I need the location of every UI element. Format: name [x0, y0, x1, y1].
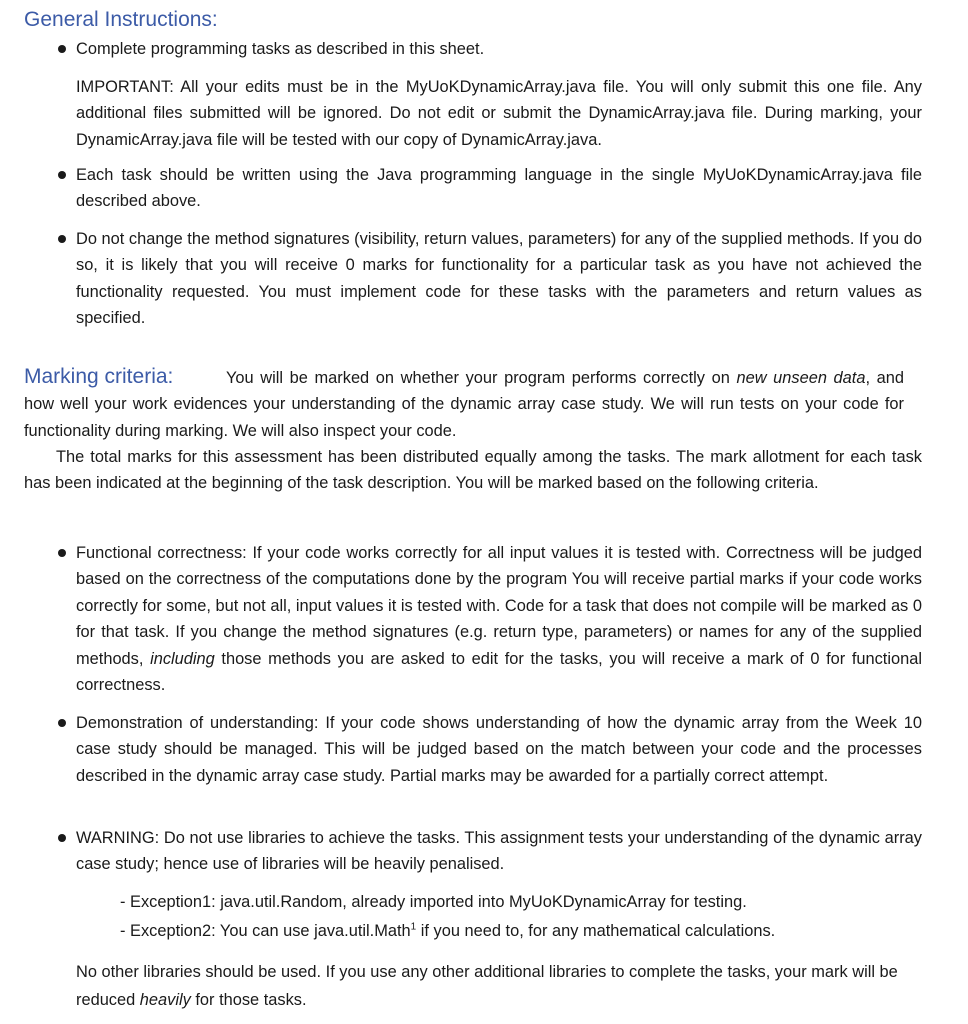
marking-distribution: The total marks for this assessment has been distributed equally among the tasks. The mark allotment for each task has been indicated at the beginning of the task description. You will be marked based on the following criteria.	[24, 448, 922, 493]
bullet-dot	[58, 834, 66, 842]
marking-criteria-heading: Marking criteria:	[24, 365, 174, 388]
bullet-java-single-file: Each task should be written using the Java programming language in the single MyUoKDynamicArray.java file described above.	[76, 166, 922, 211]
bullet-dot	[58, 235, 66, 243]
marking-intro-emphasis: new unseen data	[736, 369, 866, 387]
functional-text-b: those methods you are asked to edit for the tasks, you will receive a mark of 0 for functional correctness.	[76, 649, 922, 695]
marking-intro-text-b: , and how well your work evidences your understanding of the dynamic array case study. We will run tests on your code for functionality during marking. We will also inspect your code.	[24, 369, 904, 440]
bullet-dot	[58, 549, 66, 557]
final-emphasis: heavily	[139, 991, 191, 1009]
marking-intro	[24, 365, 904, 444]
exception-random: - Exception1: java.util.Random, already imported into MyUoKDynamicArray for testing.	[120, 893, 747, 911]
functional-emphasis: including	[150, 649, 215, 668]
bullet-dot	[58, 719, 66, 727]
exception-math-text-a: - Exception2: You can use java.util.Math	[120, 922, 411, 940]
bullet-dot	[58, 45, 66, 53]
final-text-b: for those tasks.	[190, 991, 307, 1009]
bullet-method-signatures: Do not change the method signatures (visibility, return values, parameters) for any of the supplied methods. If you do so, it is likely that you will receive 0 marks for functionality for a particular task as you have not achieved the functionality requested. You must implement code for these tasks with the parameters and return values as specified.	[76, 230, 922, 328]
exception-math	[120, 918, 775, 944]
exception-math-text-b: if you need to, for any mathematical calculations.	[416, 922, 776, 940]
final-text-a: No other libraries should be used. If you use any other additional libraries to complete the tasks, your mark will be reduced	[76, 963, 898, 1009]
warning-libraries: WARNING: Do not use libraries to achieve the tasks. This assignment tests your understanding of the dynamic array case study; hence use of libraries will be heavily penalised.	[76, 829, 922, 874]
functional-text-a: Functional correctness: If your code works correctly for all input values it is tested with. Correctness will be judged based on the correctness of the computations done by the program You will receive partial marks if your code works correctly for some, but not all, input values it is tested with. Code for a task that does not compile will be marked as 0 for that task. If you change the method signatures (e.g. return type, parameters) or names for any of the supplied methods,	[76, 544, 922, 668]
criterion-functional-correctness	[76, 540, 922, 698]
important-notice: IMPORTANT: All your edits must be in the MyUoKDynamicArray.java file. You will only submit this one file. Any additional files submitted will be ignored. Do not edit or submit the DynamicArray.java file. During marking, your DynamicArray.java file will be tested with our copy of DynamicArray.java.	[76, 78, 922, 149]
general-instructions-heading: General Instructions:	[24, 8, 218, 31]
bullet-dot	[58, 171, 66, 179]
marking-intro-text-a: You will be marked on whether your program performs correctly on	[226, 369, 737, 387]
footnote-marker: 1	[410, 921, 417, 933]
criterion-understanding: Demonstration of understanding: If your code shows understanding of how the dynamic array from the Week 10 case study should be managed. This will be judged based on the match between your code and the processes described in the dynamic array case study. Partial marks may be awarded for a partially correct attempt.	[76, 714, 922, 785]
final-library-warning	[76, 958, 922, 1014]
bullet-complete-tasks: Complete programming tasks as described in this sheet.	[76, 40, 485, 58]
